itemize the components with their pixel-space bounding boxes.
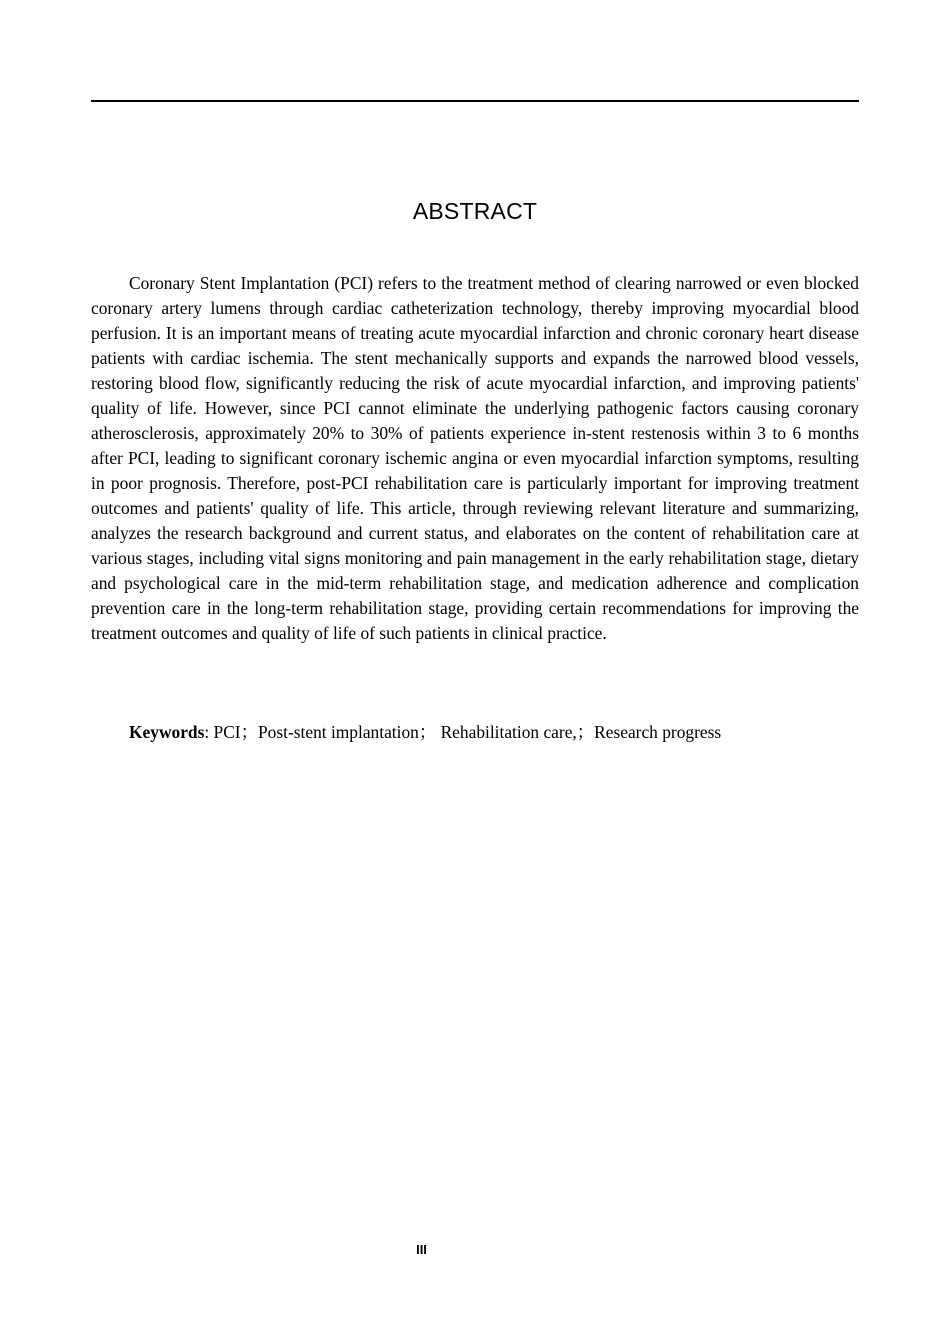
keywords-list: : PCI；Post-stent implantation； Rehabilitation care,；Research progress [204, 722, 722, 742]
page-number: III [416, 1242, 427, 1257]
abstract-title: ABSTRACT [412, 198, 538, 224]
header-rule [91, 100, 859, 102]
abstract-paragraph: Coronary Stent Implantation (PCI) refers to the treatment method of clearing narrowed or even blocked coronary artery lumens through cardiac catheterization technology, thereby improving myocardial blood perfusion. It is an important means of treating acute myocardial infarction and chronic coronary heart disease patients with cardiac ischemia. The stent mechanically supports and expands the narrowed blood vessels, restoring blood flow, significantly reducing the risk of acute myocardial infarction, and improving patients' quality of life. However, since PCI cannot eliminate the underlying pathogenic factors causing coronary atherosclerosis, approximately 20% to 30% of patients experience in-stent restenosis within 3 to 6 months after PCI, leading to significant coronary ischemic angina or even myocardial infarction symptoms, resulting in poor prognosis. Therefore, post-PCI rehabilitation care is particularly important for improving treatment outcomes and patients' quality of life. This article, through reviewing relevant literature and summarizing, analyzes the research background and current status, and elaborates on the content of rehabilitation care at various stages, including vital signs monitoring and pain management in the early rehabilitation stage, dietary and psychological care in the mid-term rehabilitation stage, and medication adherence and complication prevention care in the long-term rehabilitation stage, providing certain recommendations for improving the treatment outcomes and quality of life of such patients in clinical practice. [91, 273, 859, 643]
keywords-label: Keywords [129, 722, 205, 742]
keywords-line [91, 720, 859, 745]
